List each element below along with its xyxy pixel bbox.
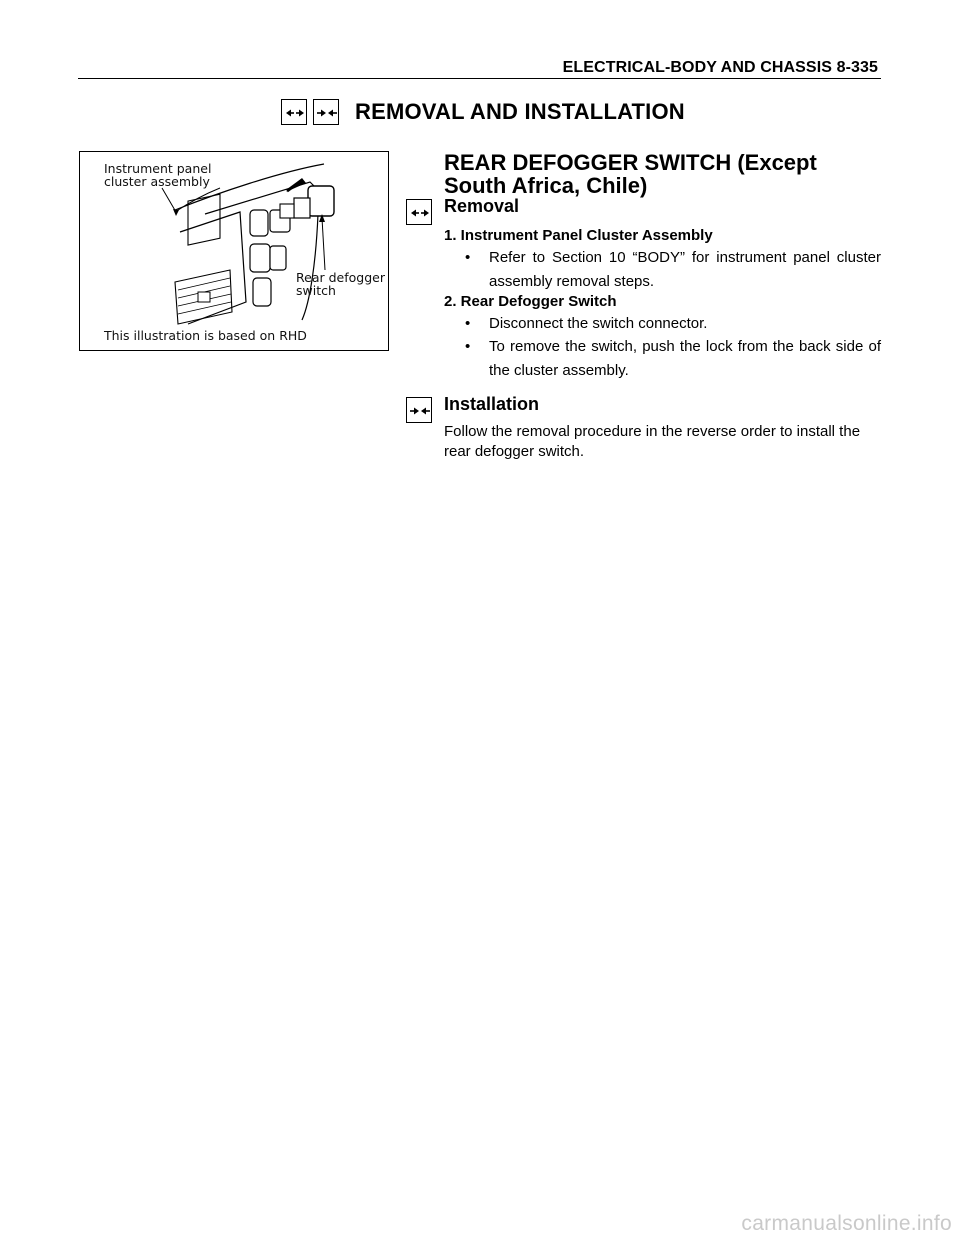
removal-arrows-icon [406, 199, 432, 225]
document-title [444, 151, 884, 197]
bullet-marker: • [465, 338, 471, 355]
label-rear-defogger-line2: switch [296, 283, 336, 298]
removal-heading: Removal [444, 196, 520, 216]
label-instrument-panel-line2: cluster assembly [104, 174, 210, 189]
step-2-bullet-2: To remove the switch, push the lock from the back side of the cluster assembly. [489, 338, 881, 379]
watermark: carmanualsonline.info [741, 1212, 952, 1235]
label-rear-defogger-line1: Rear defogger [296, 270, 385, 285]
bullet-marker: • [465, 315, 471, 332]
figure-caption: This illustration is based on RHD [104, 328, 307, 343]
header-divider [78, 78, 881, 79]
installation-text: Follow the removal procedure in the reverse order to install the rear defogger switch. [444, 423, 861, 460]
step-1-bullet: Refer to Section 10 “BODY” for instrument panel cluster assembly removal steps. [489, 249, 881, 290]
label-instrument-panel-line1: Instrument panel [104, 161, 212, 176]
document-title-line1: REAR DEFOGGER SWITCH (Except [444, 150, 817, 175]
bullet-marker: • [465, 249, 471, 266]
removal-step-1: 1. Instrument Panel Cluster Assembly [444, 227, 713, 244]
installation-arrows-icon [406, 397, 432, 423]
removal-step-2: 2. Rear Defogger Switch [444, 293, 617, 310]
page-header-title: ELECTRICAL-BODY AND CHASSIS 8-335 [562, 59, 878, 76]
illustration-figure [79, 151, 389, 351]
removal-arrows-icon [281, 99, 307, 125]
installation-arrows-icon [313, 99, 339, 125]
installation-heading: Installation [444, 394, 540, 414]
section-heading [0, 99, 960, 129]
document-title-line2: South Africa, Chile) [444, 173, 648, 198]
section-title: REMOVAL AND INSTALLATION [355, 99, 685, 124]
step-2-bullet-1: Disconnect the switch connector. [489, 315, 708, 332]
